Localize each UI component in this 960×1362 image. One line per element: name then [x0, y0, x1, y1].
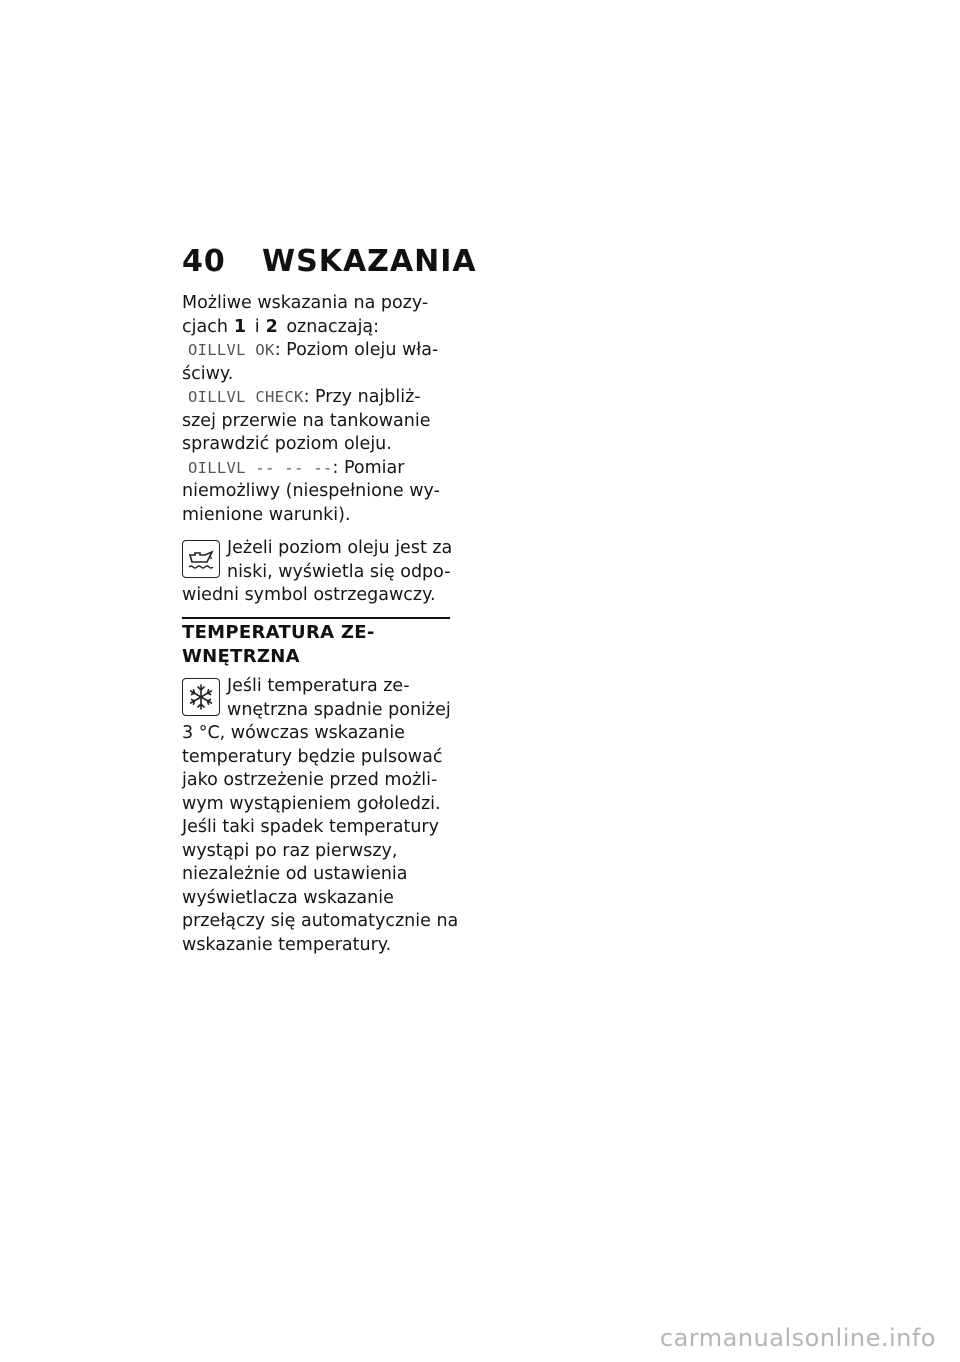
- indication-text: : Przy najbliż-: [303, 387, 421, 407]
- temperature-text-line: temperatury będzie pulsować: [182, 746, 443, 767]
- indication-text-line: szej przerwie na tankowanie: [182, 410, 431, 431]
- temperature-note: [182, 675, 459, 957]
- indication-text-line: ściwy.: [182, 363, 234, 384]
- intro-line-2: [182, 316, 452, 340]
- snowflake-icon: [182, 678, 220, 716]
- indication-text: : Pomiar: [332, 457, 405, 478]
- temperature-section: [182, 621, 459, 957]
- temperature-text-line: jako ostrzeżenie przed możli-: [182, 770, 438, 790]
- indication-code: OILLVL -- -- --: [188, 458, 333, 477]
- temperature-text-line: wyświetlacza wskazanie: [182, 887, 394, 908]
- indication-text-line: sprawdzić poziom oleju.: [182, 434, 392, 454]
- intro-line-1: Możliwe wskazania na pozy-: [182, 293, 429, 313]
- indication-item: [182, 457, 452, 481]
- intro-text-end: oznaczają:: [286, 316, 380, 337]
- page-title: WSKAZANIA: [262, 244, 477, 279]
- oil-can-warning-icon: [182, 540, 220, 578]
- page-number: 40: [182, 244, 226, 279]
- indication-code: OILLVL OK: [188, 341, 275, 359]
- indication-text-line: mienione warunki).: [182, 504, 351, 525]
- ref-number-1: 1: [233, 316, 247, 337]
- section-title-line: TEMPERATURA ZE-: [182, 622, 375, 643]
- section-divider: [182, 617, 450, 619]
- warning-text-line: niski, wyświetla się odpo-: [227, 561, 451, 582]
- watermark-link[interactable]: carmanualsonline.info: [659, 1324, 936, 1352]
- oil-level-section: [182, 292, 452, 608]
- temperature-text-line: Jeśli temperatura ze-: [227, 676, 410, 696]
- warning-text-line: wiedni symbol ostrzegawczy.: [182, 585, 436, 605]
- temperature-text-line: wskazanie temperatury.: [182, 934, 392, 955]
- temperature-text-line: przełączy się automatycznie na: [182, 911, 459, 931]
- oil-warning-note: [182, 537, 452, 608]
- section-title-line: WNĘTRZNA: [182, 646, 300, 667]
- indication-text-line: niemożliwy (niespełnione wy-: [182, 481, 440, 501]
- indication-item: [182, 339, 452, 363]
- temperature-text-line: wym wystąpieniem gołoledzi.: [182, 793, 441, 814]
- indication-code: OILLVL CHECK: [188, 388, 304, 406]
- intro-text: cjach: [182, 316, 228, 337]
- temperature-text-line: wnętrzna spadnie poniżej: [227, 699, 451, 720]
- intro-conjunction: i: [254, 316, 260, 337]
- indication-item: [182, 386, 452, 410]
- temperature-text-line: niezależnie od ustawienia: [182, 864, 408, 884]
- ref-number-2: 2: [265, 316, 278, 337]
- temperature-text-line: wystąpi po raz pierwszy,: [182, 840, 398, 861]
- warning-text-line: Jeżeli poziom oleju jest za: [227, 538, 453, 558]
- indication-text: : Poziom oleju wła-: [274, 340, 439, 360]
- temperature-text-line: Jeśli taki spadek temperatury: [182, 817, 439, 837]
- page-header: [182, 244, 477, 279]
- temperature-text-line: 3 °C, wówczas wskazanie: [182, 723, 405, 743]
